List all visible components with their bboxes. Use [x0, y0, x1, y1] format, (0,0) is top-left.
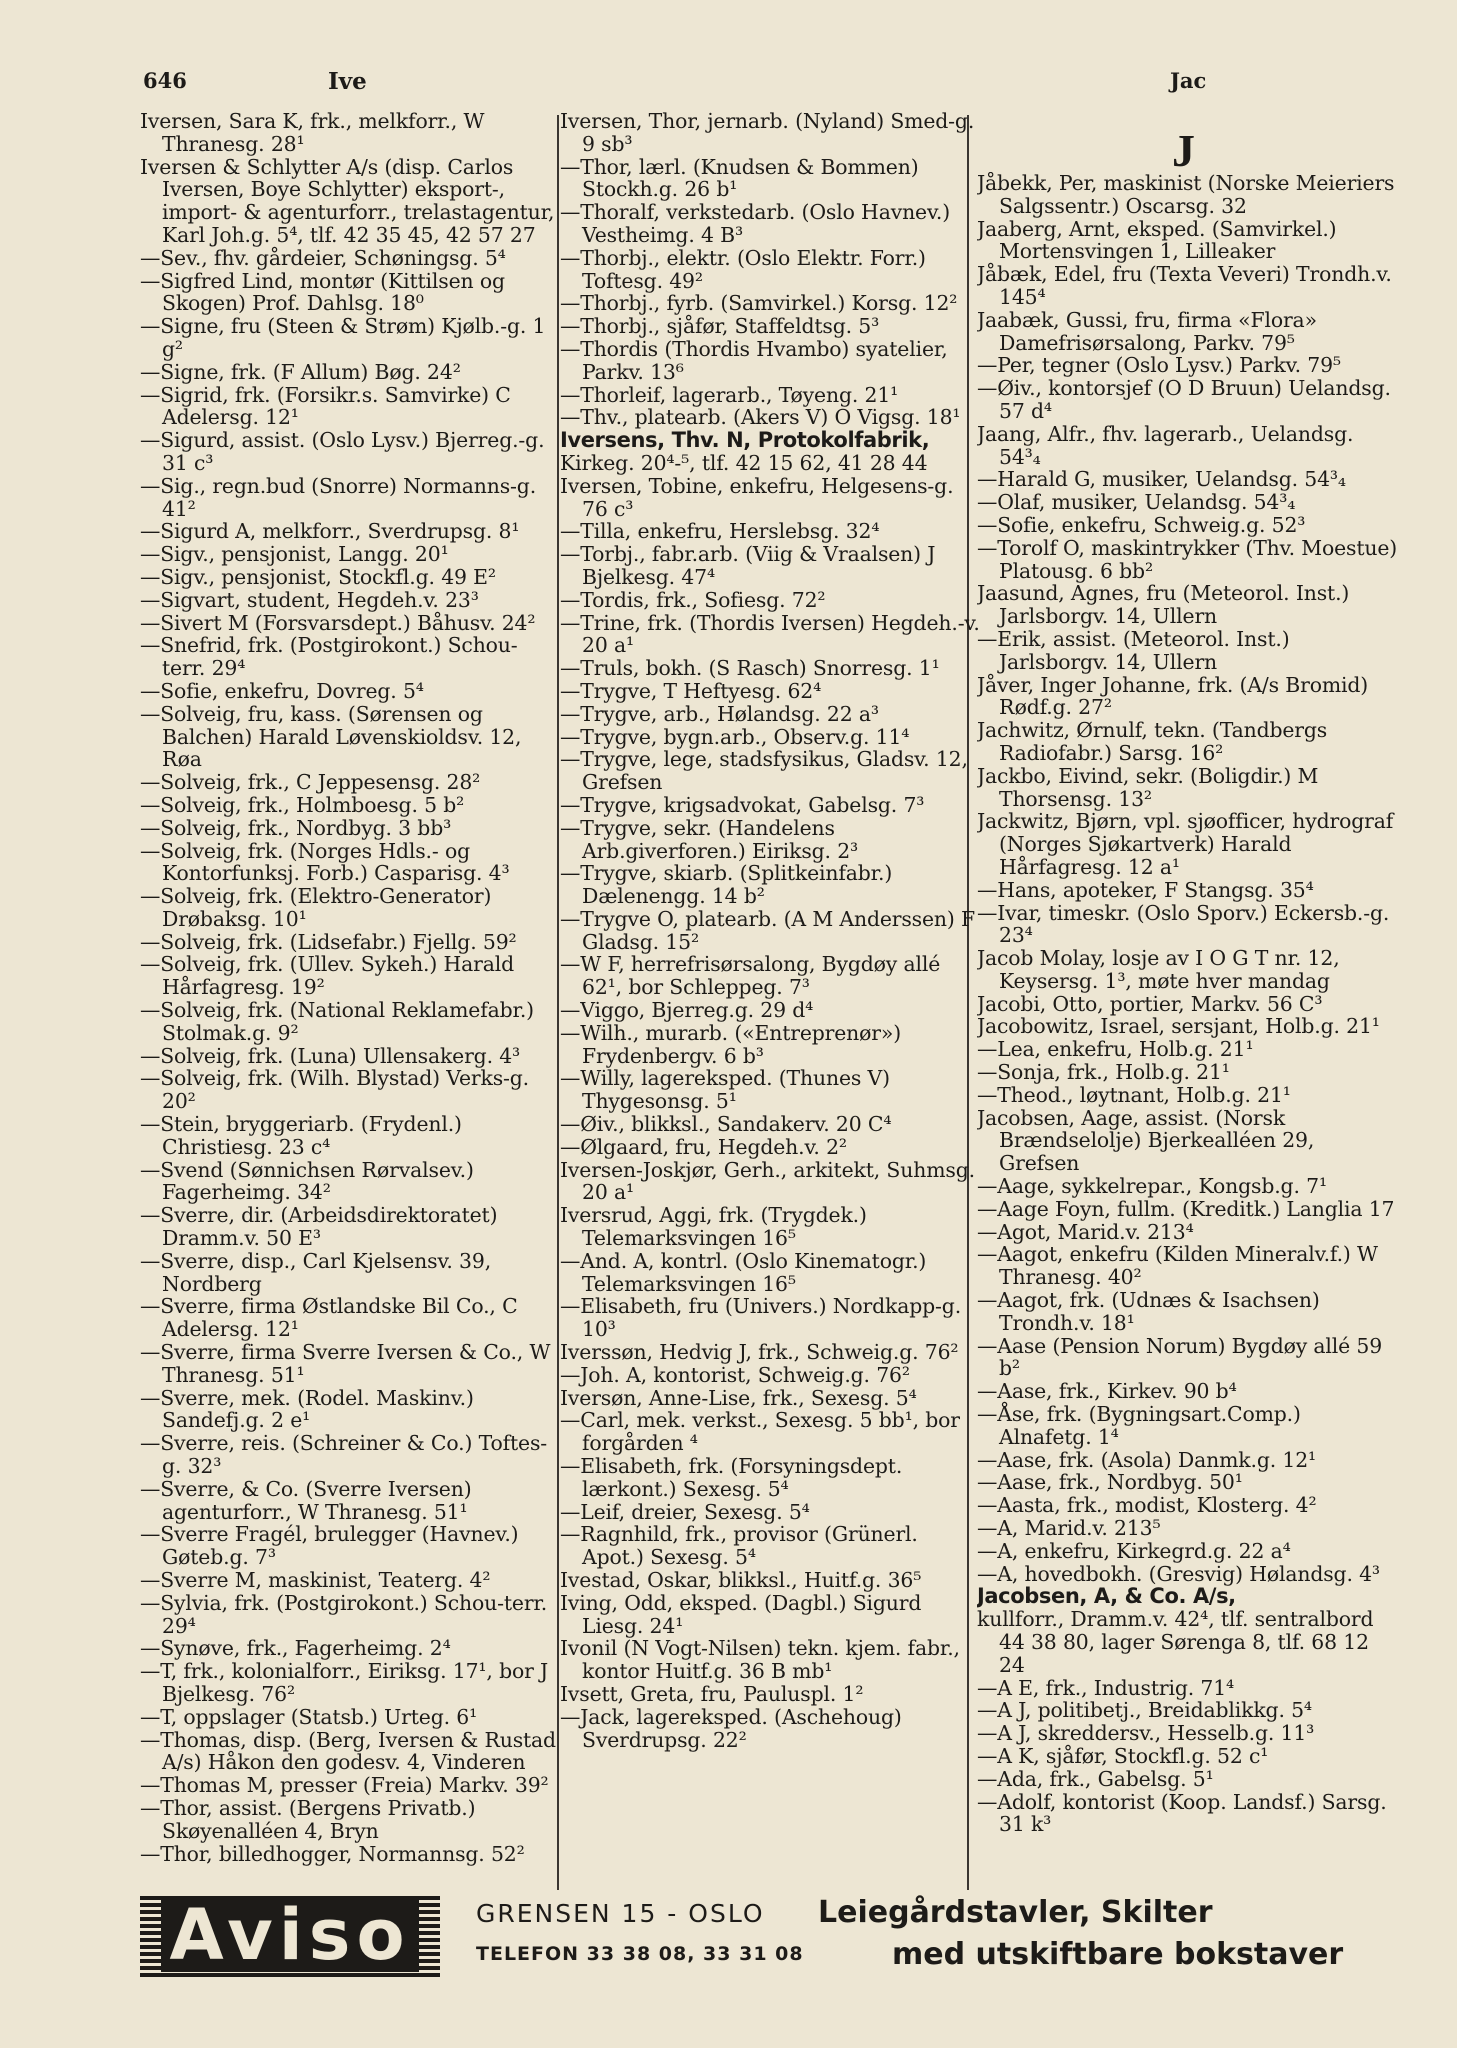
directory-entry: —Erik, assist. (Meteorol. Inst.) Jarlsborgv. 14, Ullern: [977, 626, 1290, 674]
directory-entry: —Aage Foyn, fullm. (Kreditk.) Langlia 17: [977, 1196, 1395, 1221]
left-guide-word: Ive: [328, 68, 367, 95]
directory-entry: —Solveig, frk., C Jeppesensg. 28²: [140, 770, 481, 795]
directory-entry: —Lea, enkefru, Holb.g. 21¹: [977, 1037, 1254, 1062]
ad-logo-text: Aviso: [161, 1898, 418, 1972]
directory-entry: —Thorleif, lagerarb., Tøyeng. 21¹: [560, 382, 899, 407]
directory-entry: —Aase (Pension Norum) Bygdøy allé 59 b²: [977, 1333, 1383, 1381]
directory-entry: —A K, sjåfør, Stockfl.g. 52 c¹: [977, 1743, 1269, 1768]
directory-entry: Jåver, Inger Johanne, frk. (A/s Bromid) Rødf.g. 27²: [977, 672, 1369, 720]
directory-entry: —Sverre, & Co. (Sverre Iversen) agenturforr., W Thranesg. 51¹: [140, 1476, 472, 1524]
directory-entry: —Aagot, enkefru (Kilden Mineralv.f.) W Thranesg. 40²: [977, 1242, 1378, 1290]
directory-entry: Iversen-Joskjør, Gerh., arkitekt, Suhmsg. 20 a¹: [560, 1157, 975, 1205]
directory-entry: —Thor, billedhogger, Normannsg. 52²: [140, 1841, 525, 1866]
directory-column-3: [977, 172, 1399, 1952]
directory-entry: —Sverre, firma Østlandske Bil Co., C Adelersg. 12¹: [140, 1294, 518, 1342]
directory-entry: —Sylvia, frk. (Postgirokont.) Schou-terr. 29⁴: [140, 1590, 548, 1638]
directory-entry: —Jack, lagereksped. (Aschehoug) Sverdrupsg. 22²: [560, 1704, 902, 1752]
directory-entry: —Sverre, firma Sverre Iversen & Co., W Thranesg. 51¹: [140, 1340, 551, 1387]
directory-entry: —Sigurd, assist. (Oslo Lysv.) Bjerreg.-g. 31 c³: [140, 428, 545, 475]
ad-address: GRENSEN 15 - OSLO: [476, 1899, 765, 1928]
directory-entry: —A E, frk., Industrig. 71⁴: [977, 1675, 1235, 1700]
directory-entry: —Thorbj., sjåfør, Staffeldtsg. 5³: [560, 314, 880, 339]
directory-entry: kullforr., Dramm.v. 42⁴, tlf. sentralbord 44 38 80, lager Sørenga 8, tlf. 68 12 24: [977, 1607, 1374, 1677]
directory-entry: —Adolf, kontorist (Koop. Landsf.) Sarsg. 31 k³: [977, 1789, 1387, 1837]
ad-slogan-line-2: med utskiftbare bokstaver: [892, 1937, 1344, 1972]
directory-entry: Jachwitz, Ørnulf, tekn. (Tandbergs Radiofabr.) Sarsg. 16²: [977, 718, 1328, 765]
directory-entry: —Sigrid, frk. (Forsikr.s. Samvirke) C Adelersg. 12¹: [140, 382, 511, 430]
directory-entry: Kirkeg. 20⁴-⁵, tlf. 42 15 62, 41 28 44: [560, 450, 928, 475]
page-number: 646: [143, 68, 187, 93]
directory-entry: —Trygve, skiarb. (Splitkeinfabr.) Dælenengg. 14 b²: [560, 861, 893, 909]
directory-entry: —Aage, sykkelrepar., Kongsb.g. 7¹: [977, 1174, 1327, 1199]
directory-entry: —Truls, bokh. (S Rasch) Snorresg. 1¹: [560, 656, 940, 681]
directory-entry: —Carl, mek. verkst., Sexesg. 5 bb¹, bor forgården ⁴: [560, 1408, 960, 1456]
directory-entry: —Aase, frk., Nordbyg. 50¹: [977, 1470, 1243, 1495]
directory-entry: Jacob Molay, losje av I O G T nr. 12, Keysersg. 1³, møte hver mandag: [977, 946, 1340, 993]
right-guide-word: Jac: [1170, 68, 1207, 93]
directory-entry: —Aase, frk., Kirkev. 90 b⁴: [977, 1379, 1237, 1404]
directory-entry: —Sverre M, maskinist, Teaterg. 4²: [140, 1568, 491, 1592]
directory-entry: —Solveig, frk. (Lidsefabr.) Fjellg. 59²: [140, 929, 517, 954]
directory-entry: Iving, Odd, eksped. (Dagbl.) Sigurd Liesg. 24¹: [560, 1590, 922, 1638]
directory-entry: Jacobsen, Aage, assist. (Norsk Brændselolje) Bjerkealléen 29, Grefsen: [977, 1105, 1315, 1176]
directory-entry: —Sonja, frk., Holb.g. 21¹: [977, 1060, 1230, 1085]
directory-entry: Ivestad, Oskar, blikksl., Huitf.g. 36⁵: [560, 1568, 922, 1592]
directory-entry: —Per, tegner (Oslo Lysv.) Parkv. 79⁵: [977, 353, 1341, 378]
directory-entry: —Aase, frk. (Asola) Danmk.g. 12¹: [977, 1447, 1317, 1472]
directory-entry: Jaaberg, Arnt, eksped. (Samvirkel.) Mortensvingen 1, Lilleaker: [977, 216, 1337, 264]
directory-entry: Iversen, Thor, jernarb. (Nyland) Smed-g. 9 sb³: [560, 110, 975, 156]
directory-entry: Ivsett, Greta, fru, Pauluspl. 1²: [560, 1681, 864, 1706]
directory-entry: —Thorbj., elektr. (Oslo Elektr. Forr.) Toftesg. 49²: [560, 245, 926, 293]
directory-entry: —Solveig, frk. (Elektro-Generator) Drøbaksg. 10¹: [140, 884, 492, 931]
directory-entry: —Ivar, timeskr. (Oslo Sporv.) Eckersb.-g. 23⁴: [977, 900, 1390, 948]
directory-entry: —Sverre, dir. (Arbeidsdirektoratet) Dramm.v. 50 E³: [140, 1203, 498, 1251]
directory-entry: —Synøve, frk., Fagerheimg. 2⁴: [140, 1636, 451, 1661]
directory-entry: Jacobi, Otto, portier, Markv. 56 C³: [977, 991, 1323, 1016]
directory-entry: Jaang, Alfr., fhv. lagerarb., Uelandsg. 54³₄: [977, 421, 1354, 469]
directory-entry: —Thorbj., fyrb. (Samvirkel.) Korsg. 12²: [560, 291, 958, 316]
directory-entry: —Sivert M (Forsvarsdept.) Båhusv. 24²: [140, 610, 536, 635]
directory-entry: Jacobowitz, Israel, sersjant, Holb.g. 21¹: [977, 1014, 1380, 1039]
directory-entry: —T, frk., kolonialforr., Eiriksg. 17¹, bor J Bjelkesg. 76²: [140, 1659, 549, 1706]
directory-entry: —Leif, dreier, Sexesg. 5⁴: [560, 1499, 810, 1524]
directory-entry: —Solveig, frk. (Luna) Ullensakerg. 4³: [140, 1043, 521, 1068]
directory-entry: Iverssøn, Hedvig J, frk., Schweig.g. 76²: [560, 1340, 959, 1365]
directory-entry: —Hans, apoteker, F Stangsg. 35⁴: [977, 877, 1314, 902]
directory-entry: —Thor, assist. (Bergens Privatb.) Skøyenalléen 4, Bryn: [140, 1795, 476, 1843]
directory-entry: —Sofie, enkefru, Dovreg. 5⁴: [140, 678, 424, 703]
directory-entry: —Åse, frk. (Bygningsart.Comp.) Alnafetg. 1⁴: [977, 1402, 1301, 1449]
directory-entry: Jacobsen, A, & Co. A/s,: [977, 1584, 1236, 1609]
directory-entry: —Sverre, reis. (Schreiner & Co.) Toftes-g. 32³: [140, 1431, 547, 1479]
directory-entry: —T, oppslager (Statsb.) Urteg. 6¹: [140, 1704, 478, 1729]
directory-entry: —Snefrid, frk. (Postgirokont.) Schou-terr. 29⁴: [140, 633, 518, 681]
directory-entry: —Ragnhild, frk., provisor (Grünerl. Apot.) Sexesg. 5⁴: [560, 1522, 918, 1570]
directory-entry: —Øiv., kontorsjef (O D Bruun) Uelandsg. 57 d⁴: [977, 376, 1391, 423]
directory-entry: —Aagot, frk. (Udnæs & Isachsen) Trondh.v. 18¹: [977, 1288, 1320, 1335]
directory-entry: —Sigv., pensjonist, Langg. 20¹: [140, 542, 449, 567]
directory-entry: —Trygve, krigsadvokat, Gabelsg. 7³: [560, 792, 925, 817]
directory-entry: Jaabæk, Gussi, fru, firma «Flora» Damefrisørsalong, Parkv. 79⁵: [977, 307, 1317, 355]
directory-entry: —Thordis (Thordis Hvambo) syatelier, Parkv. 13⁶: [560, 336, 948, 384]
directory-entry: Jackbo, Eivind, sekr. (Boligdir.) M Thorsensg. 13²: [977, 763, 1319, 811]
directory-entry: —Solveig, frk. (Norges Hdls.- og Kontorfunksj. Forb.) Casparisg. 4³: [140, 838, 510, 886]
directory-entry: —Sverre, disp., Carl Kjelsensv. 39, Nordberg: [140, 1248, 492, 1296]
directory-entry: —Sigurd A, melkforr., Sverdrupsg. 8¹: [140, 519, 520, 544]
ad-slogan-line-1: Leiegårdstavler, Skilter: [818, 1895, 1213, 1930]
directory-entry: —Theod., løytnant, Holb.g. 21¹: [977, 1082, 1291, 1107]
directory-entry: —Solveig, frk. (National Reklamefabr.) Stolmak.g. 9²: [140, 998, 534, 1045]
directory-column-2: [560, 110, 980, 1890]
directory-entry: —Thoralf, verkstedarb. (Oslo Havnev.) Vestheimg. 4 B³: [560, 200, 951, 247]
directory-entry: —Thv., platearb. (Akers V) O Vigsg. 18¹: [560, 405, 961, 430]
directory-entry: —Trygve, sekr. (Handelens Arb.giverforen.) Eiriksg. 2³: [560, 815, 859, 863]
directory-entry: —Signe, fru (Steen & Strøm) Kjølb.-g. 1 g²: [140, 314, 546, 361]
directory-entry: —A, enkefru, Kirkegrd.g. 22 a⁴: [977, 1538, 1291, 1563]
directory-entry: —Trine, frk. (Thordis Iversen) Hegdeh.-v. 20 a¹: [560, 610, 980, 658]
directory-entry: —Tordis, frk., Sofiesg. 72²: [560, 587, 826, 612]
directory-entry: —Ada, frk., Gabelsg. 5¹: [977, 1766, 1214, 1791]
directory-entry: Iversen, Sara K, frk., melkforr., W Thranesg. 28¹: [140, 110, 485, 156]
directory-entry: —Signe, frk. (F Allum) Bøg. 24²: [140, 359, 461, 384]
directory-entry: —Øiv., blikksl., Sandakerv. 20 C⁴: [560, 1112, 892, 1137]
directory-entry: —Trygve, bygn.arb., Observ.g. 11⁴: [560, 724, 910, 749]
directory-entry: —A J, politibetj., Breidablikkg. 5⁴: [977, 1698, 1312, 1723]
directory-entry: Ivonil (N Vogt-Nilsen) tekn. kjem. fabr., kontor Huitf.g. 36 B mb¹: [560, 1636, 960, 1684]
directory-entry: —Aasta, frk., modist, Klosterg. 4²: [977, 1493, 1317, 1518]
directory-entry: —Joh. A, kontorist, Schweig.g. 76²: [560, 1362, 910, 1387]
directory-entry: —Sig., regn.bud (Snorre) Normanns-g. 41²: [140, 473, 537, 521]
directory-entry: Jackwitz, Bjørn, vpl. sjøofficer, hydrograf (Norges Sjøkartverk) Harald Hårfagresg. 12 a¹: [977, 809, 1394, 879]
directory-entry: —Agot, Marid.v. 213⁴: [977, 1219, 1194, 1244]
directory-entry: —Viggo, Bjerreg.g. 29 d⁴: [560, 998, 814, 1023]
directory-entry: —Stein, bryggeriarb. (Frydenl.) Christiesg. 23 c⁴: [140, 1112, 462, 1159]
directory-entry: —Ølgaard, fru, Hegdeh.v. 2²: [560, 1134, 847, 1159]
directory-entry: Jåbæk, Edel, fru (Texta Veveri) Trondh.v. 145⁴: [977, 262, 1392, 309]
directory-entry: —Thor, lærl. (Knudsen & Bommen) Stockh.g. 26 b¹: [560, 154, 919, 202]
directory-column-1: [140, 110, 556, 1890]
directory-entry: —Sev., fhv. gårdeier, Schøningsg. 5⁴: [140, 245, 506, 270]
directory-entry: —Thomas M, presser (Freia) Markv. 39²: [140, 1773, 549, 1798]
directory-entry: —Solveig, frk., Holmboesg. 5 b²: [140, 792, 465, 817]
directory-entry: —Solveig, fru, kass. (Sørensen og Balchen) Harald Løvenskioldsv. 12, Røa: [140, 701, 522, 772]
ad-phone: TELEFON 33 38 08, 33 31 08: [476, 1943, 804, 1965]
directory-entry: —Thomas, disp. (Berg, Iversen & Rustad A/s) Håkon den godesv. 4, Vinderen: [140, 1727, 556, 1775]
directory-entry: —A, hovedbokh. (Gresvig) Hølandsg. 4³: [977, 1561, 1380, 1586]
directory-entry: —Willy, lagereksped. (Thunes V) Thygesonsg. 5¹: [560, 1066, 890, 1114]
directory-entry: —Torbj., fabr.arb. (Viig & Vraalsen) J Bjelkesg. 47⁴: [560, 542, 936, 589]
directory-entry: Jaasund, Agnes, fru (Meteorol. Inst.) Jarlsborgv. 14, Ullern: [977, 581, 1350, 629]
directory-entry: —A J, skreddersv., Hesselb.g. 11³: [977, 1721, 1315, 1746]
directory-entry: —Solveig, frk. (Wilh. Blystad) Verks-g. 20²: [140, 1066, 529, 1114]
directory-entry: —Sverre, mek. (Rodel. Maskinv.) Sandefj.g. 2 e¹: [140, 1385, 474, 1433]
section-letter: J: [1172, 125, 1195, 176]
directory-entry: —Harald G, musiker, Uelandsg. 54³₄: [977, 467, 1346, 492]
directory-entry: —And. A, kontrl. (Oslo Kinematogr.) Telemarksvingen 16⁵: [560, 1248, 927, 1296]
page-header: [0, 68, 1457, 102]
directory-entry: —Elisabeth, fru (Univers.) Nordkapp-g. 10³: [560, 1294, 962, 1342]
directory-entry: Iversens, Thv. N, Protokolfabrik,: [560, 428, 930, 453]
directory-entry: —Sigvart, student, Hegdeh.v. 23³: [140, 587, 479, 612]
advertisement: [140, 1893, 1390, 1983]
directory-entry: —Trygve O, platearb. (A M Anderssen) F Gladsg. 15²: [560, 906, 976, 954]
directory-entry: —Wilh., murarb. («Entreprenør») Frydenbergv. 6 b³: [560, 1020, 902, 1068]
directory-entry: —Olaf, musiker, Uelandsg. 54³₄: [977, 490, 1296, 515]
directory-entry: Iversen & Schlytter A/s (disp. Carlos Iversen, Boye Schlytter) eksport-, import- & agenturforr., trelastagentur, Karl Joh.g. 5⁴, tlf. 42 35 45, 42 57 27: [140, 154, 555, 247]
directory-entry: —Solveig, frk., Nordbyg. 3 bb³: [140, 815, 452, 840]
directory-entry: —W F, herrefrisørsalong, Bygdøy allé 62¹, bor Schleppeg. 7³: [560, 952, 941, 1000]
directory-entry: —Sverre Fragél, brulegger (Havnev.) Gøteb.g. 7³: [140, 1522, 519, 1570]
directory-entry: —Elisabeth, frk. (Forsyningsdept. lærkont.) Sexesg. 5⁴: [560, 1454, 903, 1501]
directory-entry: Iversøn, Anne-Lise, frk., Sexesg. 5⁴: [560, 1385, 917, 1410]
directory-entry: —Tilla, enkefru, Herslebsg. 32⁴: [560, 519, 880, 544]
column-divider: [557, 115, 559, 1890]
directory-entry: Iversrud, Aggi, frk. (Trygdek.) Telemarksvingen 16⁵: [560, 1203, 867, 1251]
directory-entry: —Trygve, lege, stadsfysikus, Gladsv. 12, Grefsen: [560, 747, 968, 795]
directory-entry: —Sofie, enkefru, Schweig.g. 52³: [977, 512, 1306, 537]
directory-entry: —Trygve, arb., Hølandsg. 22 a³: [560, 701, 879, 726]
directory-entry: —Solveig, frk. (Ullev. Sykeh.) Harald Hårfagresg. 19²: [140, 952, 515, 1000]
directory-entry: —Sigv., pensjonist, Stockfl.g. 49 E²: [140, 564, 496, 589]
ad-logo: [140, 1893, 440, 1977]
directory-entry: —Sigfred Lind, montør (Kittilsen og Skogen) Prof. Dahlsg. 18⁰: [140, 268, 505, 316]
directory-entry: —Torolf O, maskintrykker (Thv. Moestue) Platousg. 6 bb²: [977, 535, 1398, 583]
directory-entry: —A, Marid.v. 213⁵: [977, 1516, 1161, 1541]
directory-entry: —Trygve, T Heftyesg. 62⁴: [560, 678, 822, 703]
directory-entry: Iversen, Tobine, enkefru, Helgesens-g. 76 c³: [560, 473, 954, 521]
directory-entry: —Svend (Sønnichsen Rørvalsev.) Fagerheimg. 34²: [140, 1157, 474, 1205]
directory-entry: Jåbekk, Per, maskinist (Norske Meieriers Salgssentr.) Oscarsg. 32: [977, 172, 1395, 218]
